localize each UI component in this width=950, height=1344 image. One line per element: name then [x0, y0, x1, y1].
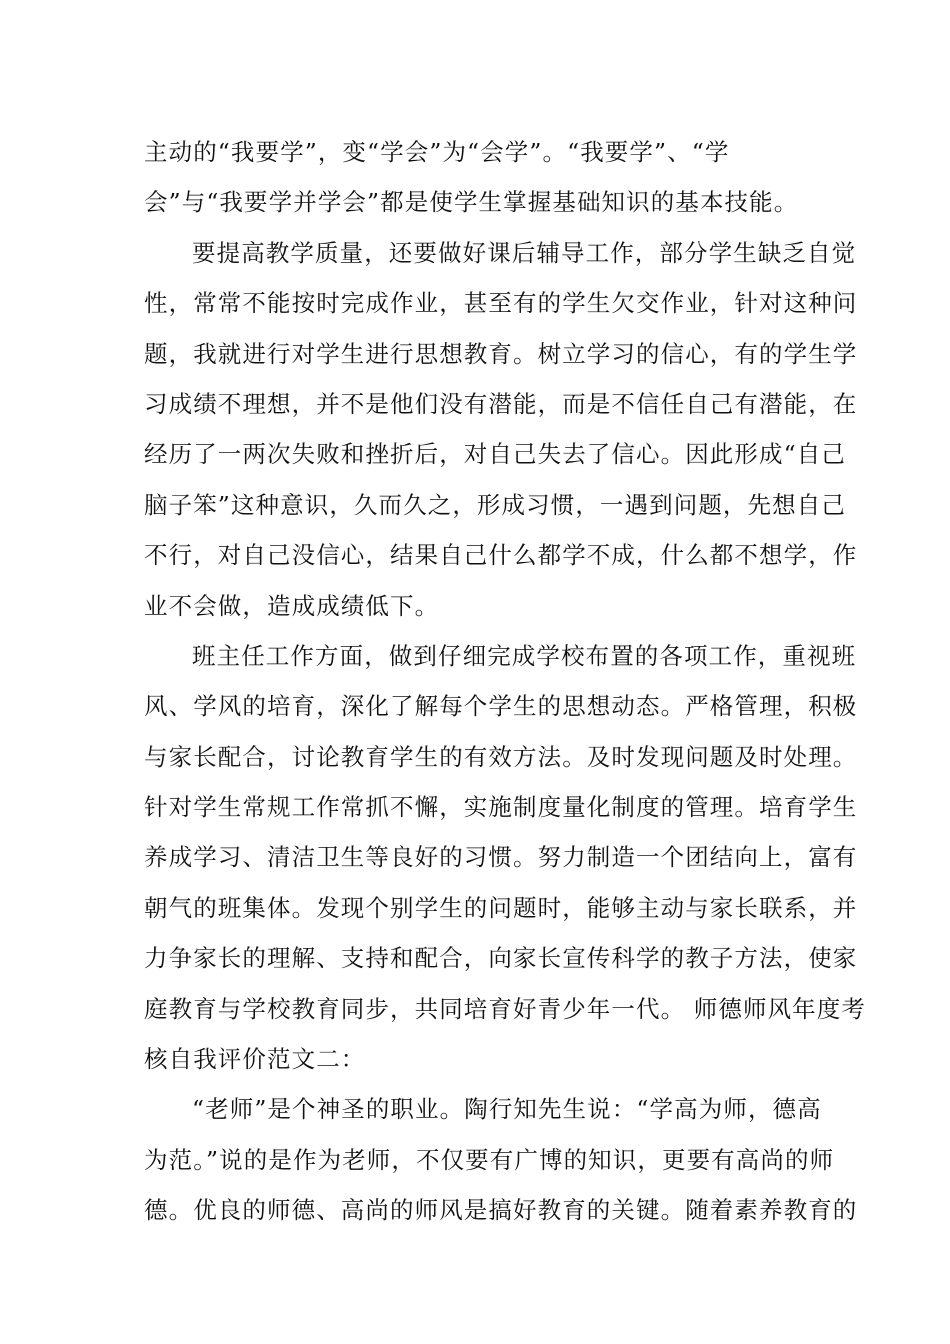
text-line: 风、学风的培育，深化了解每个学生的思想动态。严格管理，积极 — [144, 692, 858, 721]
paragraph-first-line: “老师”是个神圣的职业。陶行知先生说：“学高为师，德高 — [192, 1095, 822, 1124]
paragraph-first-line: 班主任工作方面，做到仔细完成学校布置的各项工作，重视班 — [192, 641, 857, 670]
body-text — [144, 127, 866, 1236]
paragraph-first-line: 要提高教学质量，还要做好课后辅导工作，部分学生缺乏自觉 — [192, 238, 857, 267]
text-line: 题，我就进行对学生进行思想教育。树立学习的信心，有的学生学 — [144, 339, 858, 368]
text-line: 庭教育与学校教育同步，共同培育好青少年一代。 师德师风年度考 — [144, 994, 866, 1023]
text-line: 不行，对自己没信心，结果自己什么都学不成，什么都不想学，作 — [144, 541, 858, 570]
text-line: 与家长配合，讨论教育学生的有效方法。及时发现问题及时处理。 — [144, 742, 858, 771]
text-line: 性，常常不能按时完成作业，甚至有的学生欠交作业，针对这种问 — [144, 289, 858, 318]
text-line: 业不会做，造成成绩低下。 — [144, 591, 440, 620]
text-line: 核自我评价范文二： — [144, 1045, 366, 1074]
text-line: 朝气的班集体。发现个别学生的问题时，能够主动与家长联系，并 — [144, 893, 858, 922]
text-line: 养成学习、清洁卫生等良好的习惯。努力制造一个团结向上，富有 — [144, 843, 858, 872]
text-line: 习成绩不理想，并不是他们没有潜能，而是不信任自己有潜能，在 — [144, 389, 858, 418]
text-line: 针对学生常规工作常抓不懈，实施制度量化制度的管理。培育学生 — [144, 793, 858, 822]
text-line: 主动的“我要学”，变“学会”为“会学”。“我要学”、“学 — [144, 138, 730, 166]
text-line: 脑子笨”这种意识，久而久之，形成习惯，一遇到问题，先想自己 — [144, 490, 846, 519]
text-line: 经历了一两次失败和挫折后，对自己失去了信心。因此形成“自己 — [144, 440, 846, 469]
text-line: 德。优良的师德、高尚的师风是搞好教育的关键。随着素养教育的 — [144, 1196, 858, 1225]
text-line: 力争家长的理解、支持和配合，向家长宣传科学的教子方法，使家 — [144, 944, 858, 973]
text-line: 会”与“我要学并学会”都是使学生掌握基础知识的基本技能。 — [144, 188, 799, 217]
text-line: 为范。”说的是作为老师，不仅要有广博的知识，更要有高尚的师 — [144, 1145, 835, 1174]
